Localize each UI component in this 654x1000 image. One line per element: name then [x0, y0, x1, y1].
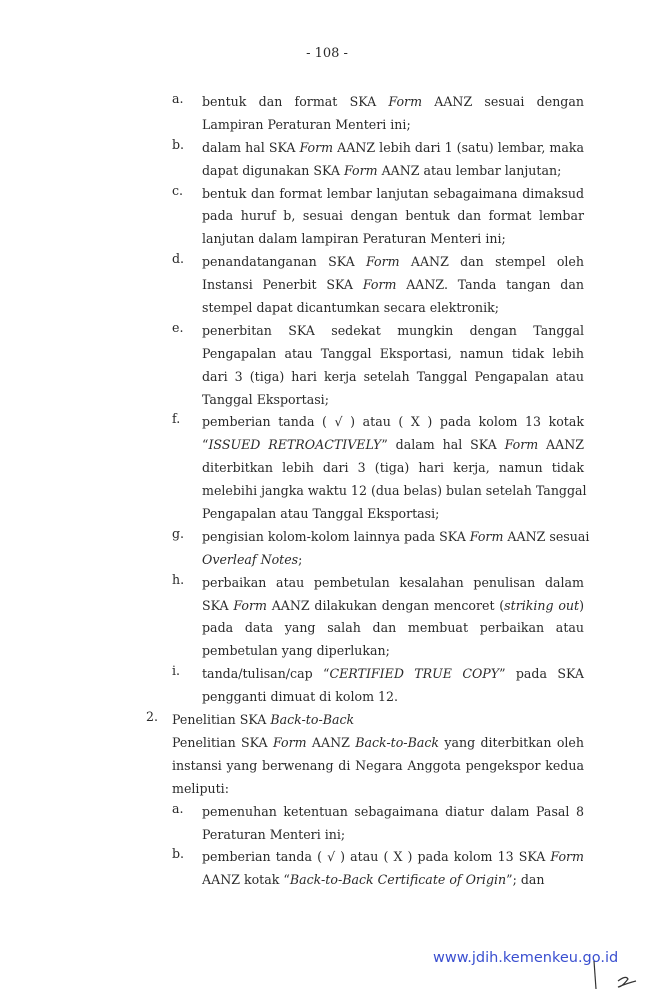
- text-line: [202, 572, 584, 595]
- text-segment: bentuk dan format SKA: [202, 94, 389, 109]
- text-segment: meliputi:: [172, 780, 229, 796]
- text-line: [202, 320, 584, 343]
- text-line: [202, 228, 584, 251]
- text-segment: SKA: [202, 597, 234, 613]
- text-line: [202, 343, 584, 366]
- text-line: [202, 686, 584, 709]
- text-line: [172, 755, 584, 778]
- italic-text: Form: [343, 162, 378, 178]
- text-segment: instansi yang berwenang di Negara Anggota pengekspor kedua: [172, 757, 584, 773]
- list-item-label: e.: [172, 319, 184, 335]
- text-line: [202, 160, 584, 183]
- list-item: [0, 411, 654, 525]
- list-item-label: 2.: [146, 709, 159, 725]
- text-line: [202, 297, 584, 320]
- text-segment: AANZ kotak “: [202, 872, 290, 888]
- text-segment: Lampiran Peraturan Menteri ini;: [202, 116, 411, 132]
- text-segment: AANZ dan stempel oleh: [399, 254, 584, 270]
- list-item: [0, 709, 654, 801]
- list-item-label: d.: [172, 251, 185, 267]
- text-segment: “: [202, 437, 209, 453]
- text-segment: lanjutan dalam lampiran Peraturan Menteri ini;: [202, 231, 506, 247]
- italic-text: Form: [388, 94, 423, 109]
- italic-text: Form: [362, 277, 397, 293]
- footer-url[interactable]: www.jdih.kemenkeu.go.id: [433, 950, 619, 966]
- text-segment: pembetulan yang diperlukan;: [202, 643, 390, 659]
- list-item-label: g.: [172, 525, 185, 541]
- italic-text: Form: [299, 139, 334, 155]
- list-item: [0, 91, 654, 137]
- text-segment: AANZ sesuai dengan: [422, 94, 584, 109]
- list-item: [0, 801, 654, 847]
- list-item-label: c.: [172, 182, 184, 198]
- text-segment: pada data yang salah dan membuat perbaikan atau: [202, 620, 584, 636]
- text-segment: diterbitkan lebih dari 3 (tiga) hari kerja, namun tidak: [202, 460, 584, 476]
- text-line: [172, 709, 584, 732]
- text-line: [202, 640, 584, 663]
- text-line: [202, 366, 584, 389]
- text-line: [172, 778, 584, 801]
- text-line: [172, 732, 584, 755]
- text-segment: ” pada SKA: [499, 666, 584, 682]
- text-segment: penerbitan SKA sedekat mungkin dengan Tanggal: [202, 322, 584, 338]
- text-segment: Instansi Penerbit SKA: [202, 277, 363, 293]
- text-line: [202, 617, 584, 640]
- text-line: [202, 411, 584, 434]
- text-line: [202, 824, 584, 847]
- italic-text: Back-to-Back: [270, 712, 355, 728]
- text-segment: Pengapalan atau Tanggal Eksportasi, namun tidak lebih: [202, 345, 584, 361]
- list-item-label: a.: [172, 91, 184, 106]
- italic-text: striking out: [504, 597, 580, 613]
- text-line: [202, 503, 584, 526]
- list-item-label: h.: [172, 571, 185, 587]
- text-line: [202, 801, 584, 824]
- list-item-label: b.: [172, 846, 185, 862]
- document-body: [0, 91, 654, 892]
- text-segment: AANZ: [306, 734, 356, 750]
- text-segment: Tanggal Eksportasi;: [202, 391, 329, 407]
- text-segment: AANZ dilakukan dengan mencoret (: [266, 597, 505, 613]
- list-item: [0, 572, 654, 664]
- text-segment: bentuk dan format lembar lanjutan sebagaimana dimaksud: [202, 185, 584, 201]
- italic-text: Form: [550, 849, 584, 865]
- italic-text: Back-to-Back Certificate of Origin: [289, 872, 507, 888]
- text-segment: pengganti dimuat di kolom 12.: [202, 689, 399, 705]
- list-item: [0, 846, 654, 892]
- list-item: [0, 183, 654, 252]
- text-segment: AANZ. Tanda tangan dan: [396, 277, 584, 293]
- text-segment: pemberian tanda ( √ ) atau ( X ) pada kolom 13 SKA: [202, 849, 551, 865]
- text-segment: perbaikan atau pembetulan kesalahan penulisan dalam: [202, 574, 584, 590]
- list-item-label: b.: [172, 136, 185, 152]
- italic-text: Back-to-Back: [355, 734, 440, 750]
- list-item: [0, 526, 654, 572]
- text-line: [202, 457, 584, 480]
- italic-text: Form: [504, 437, 539, 453]
- text-segment: Penelitian SKA: [172, 734, 273, 750]
- text-segment: melebihi jangka waktu 12 (dua belas) bulan setelah Tanggal: [202, 483, 587, 499]
- list-item-label: i.: [172, 663, 181, 679]
- text-segment: stempel dapat dicantumkan secara elektronik;: [202, 300, 500, 316]
- text-segment: ;: [298, 551, 303, 567]
- text-segment: pemenuhan ketentuan sebagaimana diatur dalam Pasal 8: [202, 803, 584, 819]
- text-line: [202, 251, 584, 274]
- text-line: [202, 846, 584, 869]
- text-segment: yang diterbitkan oleh: [439, 734, 584, 750]
- list-item: [0, 137, 654, 183]
- text-segment: AANZ: [538, 437, 584, 453]
- text-segment: ” dalam hal SKA: [381, 437, 505, 453]
- text-line: [202, 91, 584, 114]
- list-item-label: f.: [172, 411, 181, 427]
- text-line: [202, 480, 587, 503]
- italic-text: Overleaf Notes: [202, 551, 299, 567]
- text-line: [202, 274, 584, 297]
- text-line: [202, 205, 584, 228]
- text-segment: Peraturan Menteri ini;: [202, 826, 346, 842]
- italic-text: Form: [365, 254, 400, 270]
- text-line: [202, 526, 590, 549]
- text-line: [202, 183, 584, 206]
- text-line: [202, 663, 584, 686]
- text-segment: Penelitian SKA: [172, 712, 271, 728]
- text-segment: tanda/tulisan/cap “: [202, 666, 330, 682]
- list-item: [0, 663, 654, 709]
- text-segment: AANZ atau lembar lanjutan;: [377, 162, 562, 178]
- italic-text: Form: [233, 597, 267, 613]
- text-line: [202, 137, 584, 160]
- list-item: [0, 251, 654, 320]
- text-line: [202, 114, 584, 137]
- text-segment: dapat digunakan SKA: [202, 162, 344, 178]
- text-segment: penandatanganan SKA: [202, 254, 366, 270]
- text-line: [202, 549, 584, 572]
- text-segment: dalam hal SKA: [202, 139, 300, 155]
- italic-text: Form: [469, 528, 504, 544]
- text-segment: pengisian kolom-kolom lainnya pada SKA: [202, 528, 470, 544]
- text-segment: AANZ sesuai: [503, 528, 590, 544]
- text-segment: dari 3 (tiga) hari kerja setelah Tanggal Pengapalan atau: [202, 368, 584, 384]
- text-line: [202, 389, 584, 412]
- page-number: - 108 -: [306, 46, 348, 61]
- text-segment: ”; dan: [506, 872, 545, 888]
- text-segment: AANZ lebih dari 1 (satu) lembar, maka: [333, 139, 584, 155]
- text-segment: ): [579, 597, 584, 613]
- initials-signature-icon: [590, 955, 640, 995]
- italic-text: CERTIFIED TRUE COPY: [329, 666, 500, 682]
- text-line: [202, 869, 584, 892]
- italic-text: ISSUED RETROACTIVELY: [208, 437, 382, 453]
- text-line: [202, 434, 584, 457]
- text-segment: pemberian tanda ( √ ) atau ( X ) pada kolom 13 kotak: [202, 414, 584, 430]
- text-segment: pada huruf b, sesuai dengan bentuk dan format lembar: [202, 208, 584, 224]
- list-item-label: a.: [172, 800, 184, 816]
- text-line: [202, 595, 584, 618]
- text-segment: Pengapalan atau Tanggal Eksportasi;: [202, 506, 440, 522]
- italic-text: Form: [272, 734, 307, 750]
- list-item: [0, 320, 654, 412]
